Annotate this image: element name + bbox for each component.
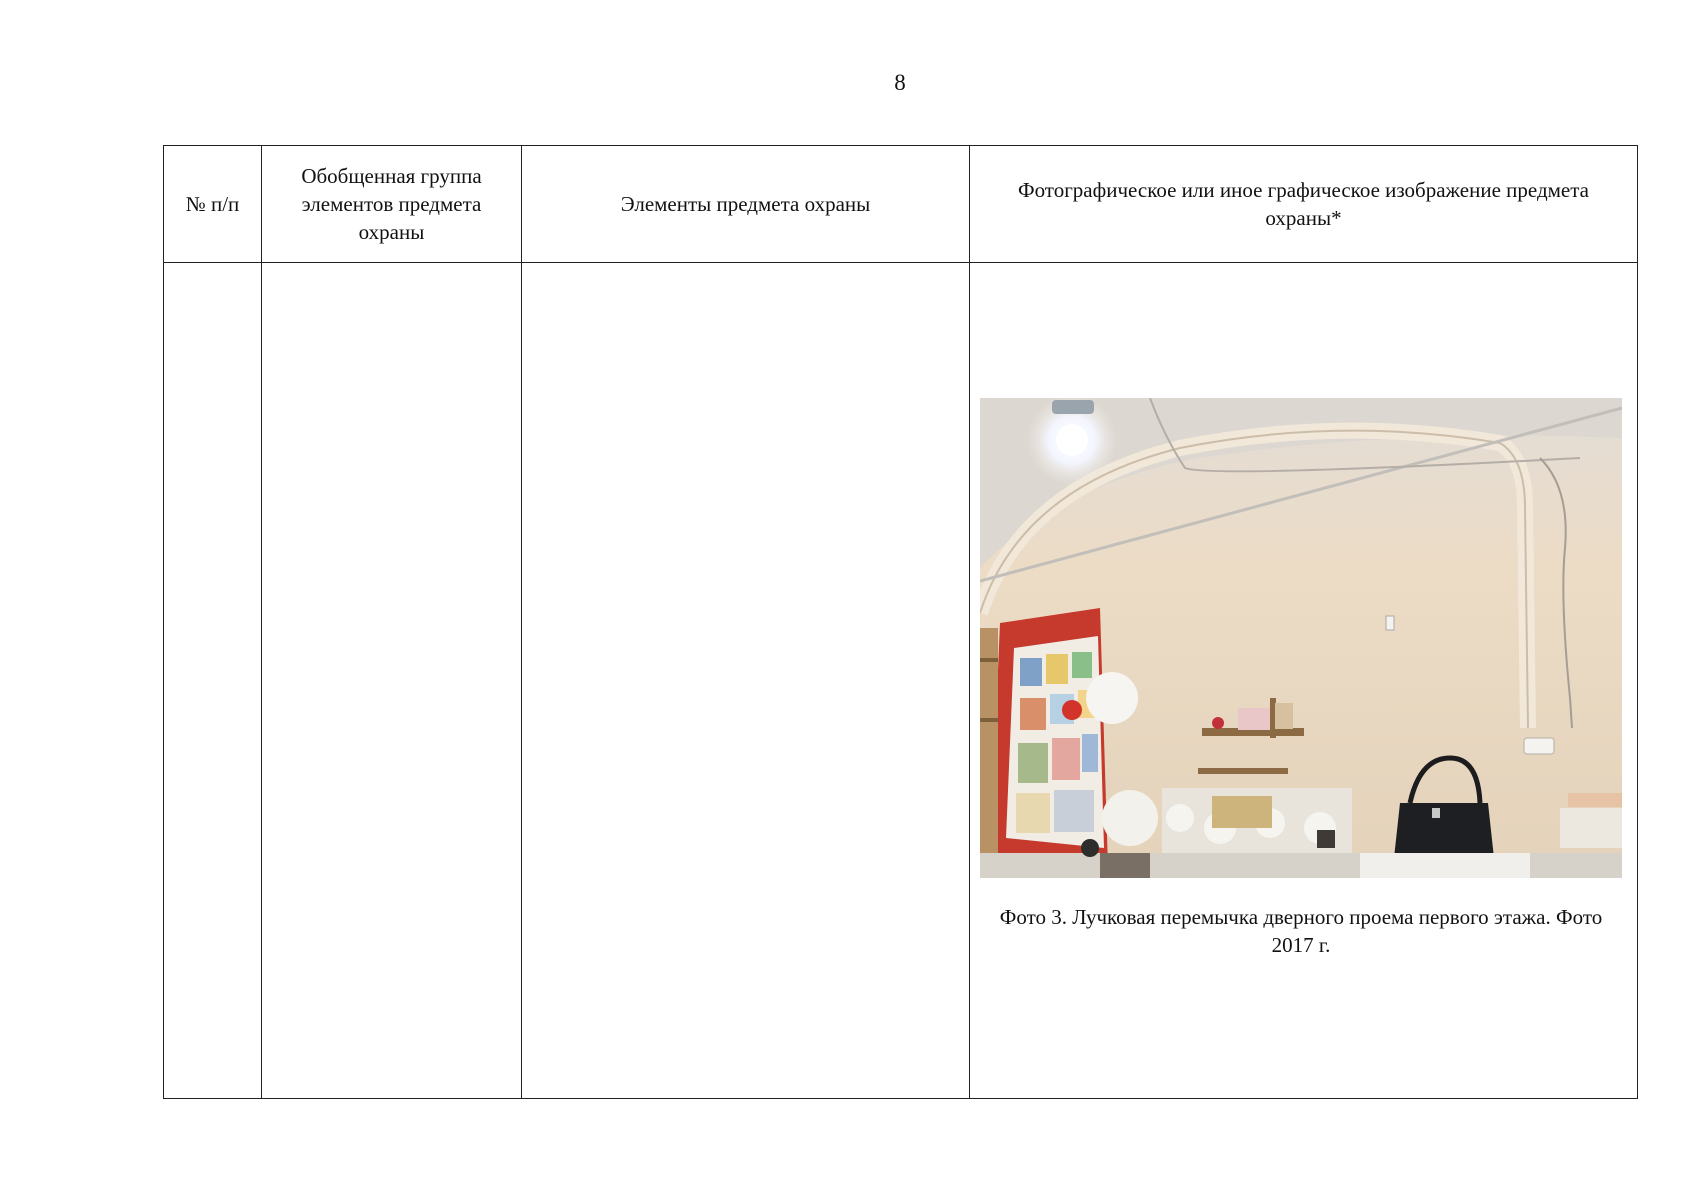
photo-caption: Фото 3. Лучковая перемычка дверного проема первого этажа. Фото 2017 г. xyxy=(999,905,1603,957)
photo-arched-lintel xyxy=(980,398,1622,878)
protection-table xyxy=(163,145,1638,1099)
table-row xyxy=(164,263,1638,1099)
page-number: 8 xyxy=(894,70,906,95)
cell-elements xyxy=(522,263,970,1099)
cell-photo xyxy=(970,263,1638,1099)
cell-number xyxy=(164,263,262,1099)
header-group: Обобщенная группа элементов предмета охраны xyxy=(262,146,522,263)
header-elements: Элементы предмета охраны xyxy=(522,146,970,263)
header-number: № п/п xyxy=(164,146,262,263)
table-header-row xyxy=(164,146,1638,263)
cell-group xyxy=(262,263,522,1099)
header-photo: Фотографическое или иное графическое изображение предмета охраны* xyxy=(970,146,1638,263)
